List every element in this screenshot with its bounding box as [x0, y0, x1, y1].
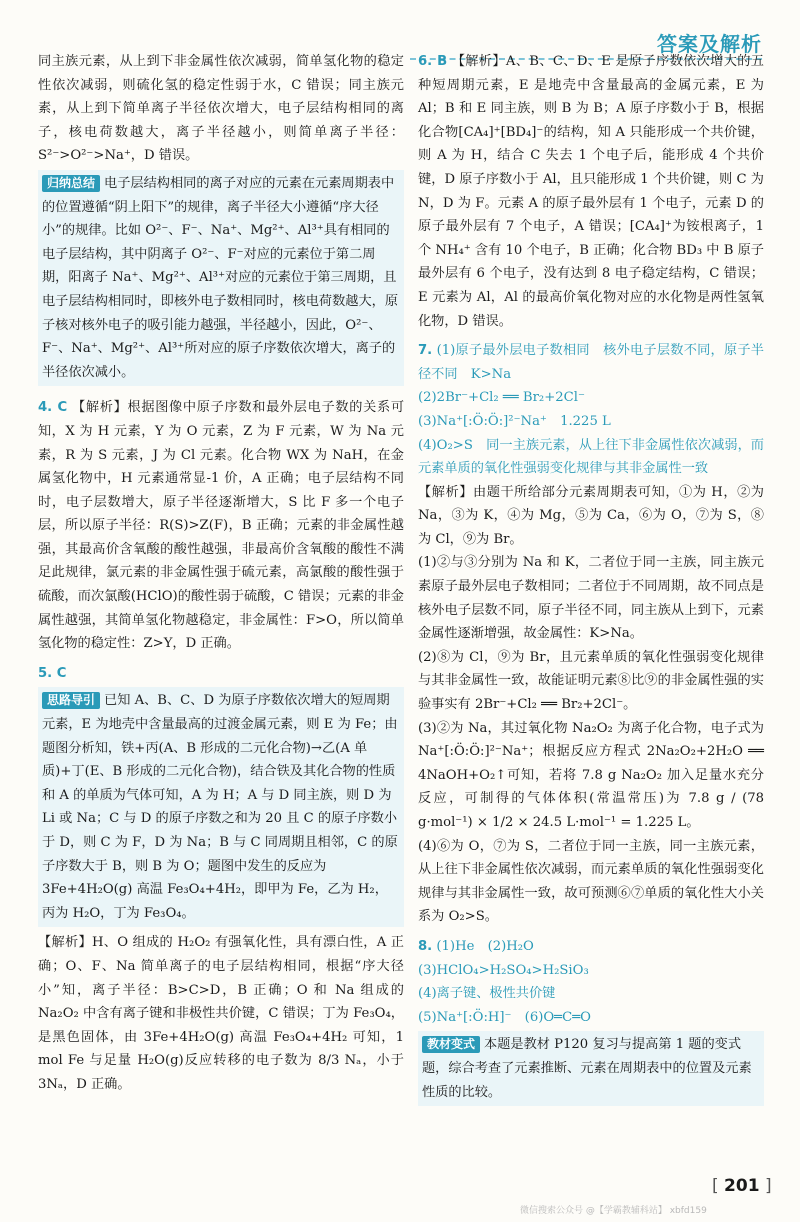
summary-tag: 归纳总结	[42, 175, 100, 192]
answer-q5-number-line	[38, 662, 404, 686]
q8-answer-4: (5)Na⁺[:Ö:H]⁻ (6)O═C═O	[418, 1009, 591, 1025]
q7-answer-4: (4)O₂>S 同一主族元素，从上往下非金属性依次减弱，而元素单质的氧化性强弱变化规律与其非金属性一致	[418, 437, 764, 477]
q5-number: 5. C	[38, 665, 67, 681]
answer-q4	[38, 396, 404, 656]
summary-box	[38, 170, 404, 386]
section-title: 答案及解析	[657, 32, 762, 56]
q6-number: 6. B	[418, 54, 448, 69]
q4-text: 根据图像中原子序数和最外层电子数的关系可知，X 为 H 元素，Y 为 O 元素，Z 为 F 元素，W 为 Na 元素，R 为 S 元素，J 为 Cl 元素。化合物 WX 为 NaH，在金属氢化物中，H 元素通常显-1 价，A 正确；电子层结构不同时，电子层数增大，原子半径逐渐增大，S 比 F 多一个电子层，所以原子半径：R(S)>Z(F)，B 正确；元素的非金属性越强，其最高价含氧酸的酸性越强，非最高价含氧酸的酸性不满足此规律，氯元素的非金属性强于硫元素，高氯酸的酸性强于硫酸，而次氯酸(HClO)的酸性弱于硫酸，C 错误；元素的非金属性越强，其简单氢化物越稳定，非金属性：F>O，所以简单氢化物的稳定性：Z>Y，D 正确。	[38, 400, 405, 652]
answer-q6	[418, 50, 764, 333]
guide-tag: 思路导引	[42, 692, 100, 709]
q8-answer-2: (3)HClO₄>H₂SO₄>H₂SiO₃	[418, 962, 589, 978]
q7-label: 【解析】	[418, 484, 473, 500]
q8-number: 8.	[418, 938, 433, 954]
q5-text: H、O 组成的 H₂O₂ 有强氧化性，具有漂白性，A 正确；O、F、Na 简单离子的电子层结构相同，根据“序大径小”知，离子半径：B>C>D，B 正确；O 和 Na 组成的 Na₂O₂ 中含有离子键和非极性共价键，C 错误；丁为 Fe₃O₄，是黑色固体，由 3Fe+4H₂O(g) 高温 Fe₃O₄+4H₂ 可知，1 mol Fe 与足量 H₂O(g)反应转移的电子数为 8/3 Nₐ，小于 3Nₐ，D 正确。	[38, 935, 404, 1092]
q4-label: 【解析】	[72, 400, 128, 416]
q7-answer-3: (3)Na⁺[:Ö:Ö:]²⁻Na⁺ 1.225 L	[418, 413, 611, 429]
textbook-variant-tag: 教材变式	[422, 1036, 480, 1053]
answer-q5	[38, 931, 404, 1096]
textbook-variant-box	[418, 1031, 764, 1106]
q6-label: 【解析】	[451, 54, 506, 69]
q7-analysis-4: (4)⑥为 O，⑦为 S，二者位于同一主族，同一主族元素，从上往下非金属性依次减弱，而元素单质的氧化性强弱变化规律与其非金属性一致，故可预测⑥⑦单质的氧化性大小关系为 O₂>S。	[418, 838, 764, 925]
q7-analysis-intro	[418, 481, 764, 552]
q5-label: 【解析】	[38, 935, 92, 951]
q7-answer-1: (1)原子最外层电子数相同 核外电子层数不同，原子半径不同 K>Na	[418, 343, 764, 382]
q7-analysis-3: (3)②为 Na，其过氧化物 Na₂O₂ 为离子化合物，电子式为 Na⁺[:Ö:Ö:]²⁻Na⁺；根据反应方程式 2Na₂O₂+2H₂O ══ 4NaOH+O₂↑可知，若将 7.8 g Na₂O₂ 加入足量水充分反应，可制得的气体体积(常温常压)为 7.8 g / (78 g·mol⁻¹) × 1/2 × 24.5 L·mol⁻¹ = 1.225 L。	[418, 720, 764, 830]
summary-text: 电子层结构相同的离子对应的元素在元素周期表中的位置遵循“阴上阳下”的规律，离子半径大小遵循“序大径小”的规律。比如 O²⁻、F⁻、Na⁺、Mg²⁺、Al³⁺具有相同的电子层结构，其中阴离子 O²⁻、F⁻对应的元素位于第二周期，阳离子 Na⁺、Mg²⁺、Al³⁺对应的元素位于第三周期，且电子层结构相同时，即核外电子数相同时，核电荷数越大，原子核对核外电子的吸引能力越强，半径越小，因此，O²⁻、F⁻、Na⁺、Mg²⁺、Al³⁺所对应的原子序数依次增大，离子的半径依次减小。	[42, 175, 399, 380]
left-column	[38, 50, 404, 1097]
guide-text: 已知 A、B、C、D 为原子序数依次增大的短周期元素，E 为地壳中含量最高的过渡金属元素，则 E 为 Fe；由题图分析知，铁+丙(A、B 形成的二元化合物)→乙(A 单质)+丁(E、B 形成的二元化合物)，结合铁及其化合物的性质和 A 的单质为气体可知，A 为 H；A 与 D 同主族，则 D 为 Li 或 Na；C 与 D 的原子序数之和为 20 且 C 的原子序数小于 D，则 C 为 F，D 为 Na；B 与 C 同周期且相邻，C 的原子序数大于 B，则 B 为 O；题图中发生的反应为 3Fe+4H₂O(g) 高温 Fe₃O₄+4H₂，即甲为 Fe，乙为 H₂，丙为 H₂O，丁为 Fe₃O₄。	[42, 693, 398, 921]
q7-analysis-2: (2)⑧为 Cl，⑨为 Br，且元素单质的氧化性强弱变化规律与其非金属性一致，故能证明元素⑧比⑨的非金属性强的实验事实有 2Br⁻+Cl₂ ══ Br₂+2Cl⁻。	[418, 649, 764, 713]
q7-answer-2: (2)2Br⁻+Cl₂ ══ Br₂+2Cl⁻	[418, 390, 585, 406]
q8-answer-3: (4)离子键、极性共价键	[418, 986, 556, 1002]
q6-text: A、B、C、D、E 是原子序数依次增大的五种短周期元素，E 是地壳中含量最高的金属元素，E 为 Al；B 和 E 同主族，则 B 为 B；A 原子序数小于 B，根据化合物[CA₄]⁺[BD₄]⁻的结构，知 A 只能形成一个共价键，则 A 为 H，结合 C 失去 1 个电子后，能形成 4 个共价键，D 原子序数小于 Al，且只能形成 1 个共价键，则 C 为 N，D 为 F。元素 A 的原子最外层有 1 个电子，元素 D 的原子最外层有 7 个电子，A 错误；[CA₄]⁺为铵根离子，1 个 NH₄⁺ 含有 10 个电子，B 正确；化合物 BD₃ 中 B 原子最外层有 6 个电子，没有达到 8 电子稳定结构，C 错误；E 元素为 Al，Al 的最高价氧化物对应的水化物是两性氢氧化物，D 错误。	[418, 54, 764, 329]
paragraph-q3-continued: 同主族元素，从上到下非金属性依次减弱，简单氢化物的稳定性依次减弱，则硫化氢的稳定性弱于水，C 错误；同主族元素，从上到下简单离子半径依次增大，电子层结构相同的离子，核电荷数越大，离子半径越小，则简单离子半径：S²⁻>O²⁻>Na⁺，D 错误。	[38, 54, 404, 164]
page-number-value: 201	[724, 1176, 760, 1196]
guide-box	[38, 687, 404, 927]
right-column	[418, 50, 764, 1110]
textbook-variant-text: 本题是教材 P120 复习与提高第 1 题的变式题，综合考查了元素推断、元素在周期表中的位置及元素性质的比较。	[422, 1037, 752, 1100]
q8-answer-1: (1)He (2)H₂O	[436, 938, 534, 954]
page-number: [ 201 ]	[712, 1176, 772, 1196]
q7-analysis-1: (1)②与③分别为 Na 和 K，二者位于同一主族，同主族元素原子最外层电子数相同；二者位于不同周期，故不同点是核外电子层数不同，原子半径不同，同主族从上到下，元素金属性逐渐增强，故金属性：K>Na。	[418, 555, 764, 642]
q4-number: 4. C	[38, 400, 68, 416]
q7-number: 7.	[418, 343, 433, 359]
answer-q7-key-1	[418, 339, 764, 386]
answer-q8-key-1	[418, 935, 764, 959]
q7-analysis-0: 由题干所给部分元素周期表可知，①为 H，②为 Na，③为 K，④为 Mg，⑤为 Ca，⑥为 O，⑦为 S，⑧为 Cl，⑨为 Br。	[418, 484, 764, 547]
watermark: 微信搜索公众号 @【学霸教辅科站】 xbfd159	[520, 1206, 707, 1216]
